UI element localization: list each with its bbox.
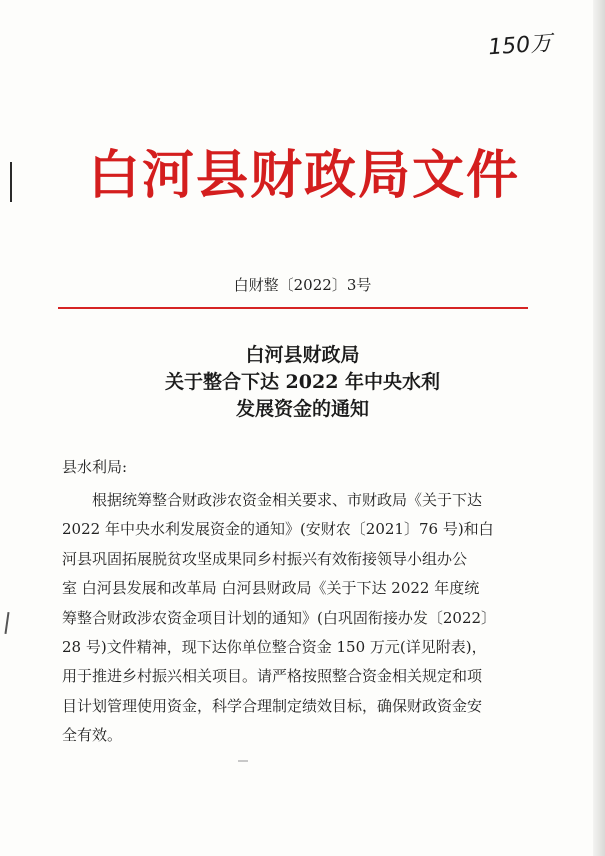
body-line: 28 号)文件精神，现下达你单位整合资金 150 万元(详见附表)， — [62, 638, 487, 657]
handwritten-note: 150万 — [487, 31, 553, 61]
title-line-3: 发展资金的通知 — [235, 398, 369, 420]
body-line: 2022 年中央水利发展资金的通知》(安财农〔2021〕76 号)和白 — [62, 520, 494, 539]
body-line: 用于推进乡村振兴相关项目。请严格按照整合资金相关规定和项 — [62, 667, 483, 686]
scan-artifact-mark — [4, 612, 9, 634]
body-paragraph — [62, 486, 532, 751]
body-line: 目计划管理使用资金，科学合理制定绩效目标，确保财政资金安 — [62, 696, 483, 715]
title-line-2: 关于整合下达 2022 年中央水利 — [164, 371, 441, 393]
page-edge-shadow — [593, 0, 605, 856]
document-number: 白财整〔2022〕3号 — [233, 276, 372, 294]
recipient-line: 县水利局: — [62, 458, 128, 476]
body-line: 河县巩固拓展脱贫攻坚成果同乡村振兴有效衔接领导小组办公 — [62, 549, 468, 568]
red-separator-line — [58, 307, 528, 309]
body-line: 室 白河县发展和改革局 白河县财政局《关于下达 2022 年度统 — [62, 579, 480, 598]
document-header-title: 白河县财政局文件 — [88, 145, 521, 206]
scan-artifact-dot — [238, 760, 248, 762]
title-line-1: 白河县财政局 — [245, 344, 360, 366]
body-line: 根据统筹整合财政涉农资金相关要求、市财政局《关于下达 — [92, 491, 483, 509]
scan-artifact-mark — [10, 162, 12, 202]
body-line: 全有效。 — [62, 726, 123, 745]
document-title — [100, 342, 505, 423]
body-line: 筹整合财政涉农资金项目计划的通知》(白巩固衔接办发〔2022〕 — [62, 608, 497, 627]
